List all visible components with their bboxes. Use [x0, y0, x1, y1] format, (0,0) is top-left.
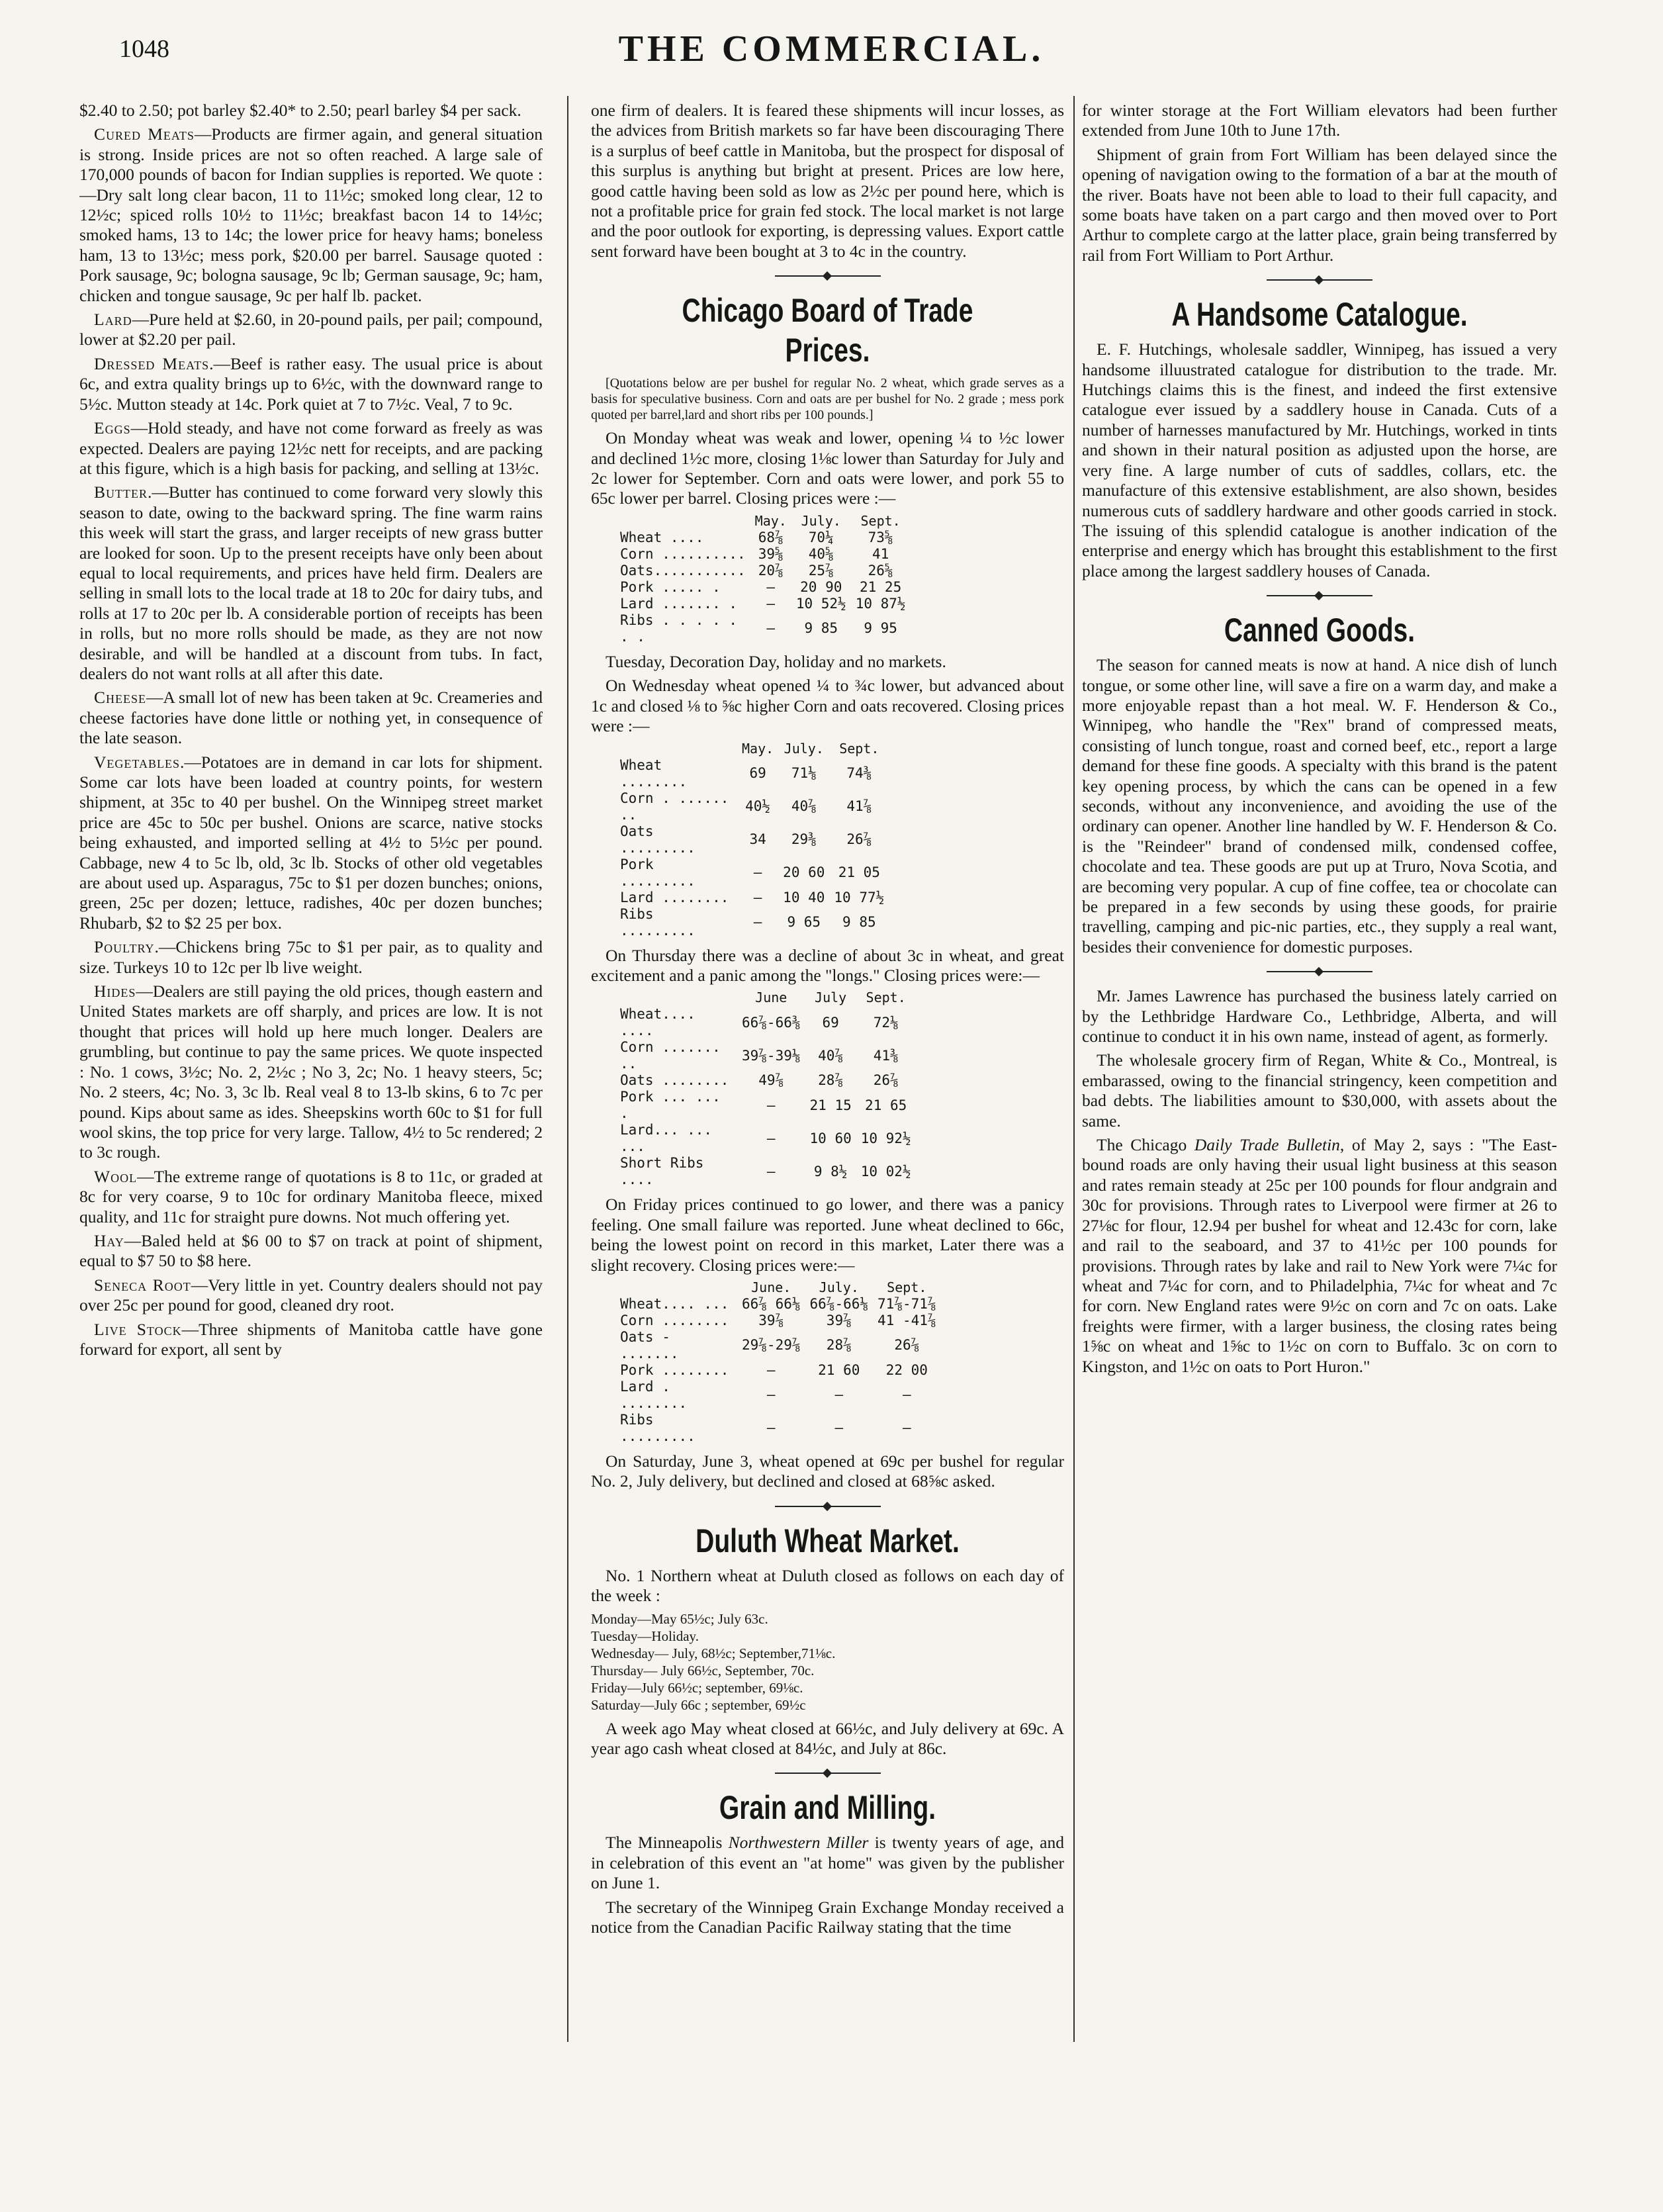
article-paragraph: E. F. Hutchings, wholesale saddler, Winnipeg, has issued a very handsome illuustrated catalogue for distribution to the trade. Mr. Hutchings claims this is the finest, and indeed the first extensive catalogue ever issued by a saddlery house in Canada. Cuts of a number of harnesses manufactured by Mr. Hutchings, worked in tints and shown in their natural position as adjusted upon the horse, are very fine. A large number of cuts of saddles, collars, etc. the manufacture of this extensive establishment, are also shown, besides numerous cuts of saddlery hardware and other goods carried in stock. The issuing of this splendid catalogue is another indication of the enterprise and energy which has brought this establishment to the first place among the largest saddlery houses of Canada.: [1082, 340, 1557, 580]
table-row: Lard ....... . — 10 52½ 10 87½: [620, 595, 906, 612]
market-item: Hay—Baled held at $6 00 to $7 on track at point of shipment, equal to $7 50 to $8 here.: [79, 1230, 543, 1271]
table-row: Ribs ......... — — —: [620, 1411, 911, 1444]
market-item: Lard—Pure held at $2.60, in 20-pound pails, per pail; compound, lower at $2.20 per pail.: [79, 310, 543, 349]
table-row: Corn . ...... .. 40½ 40⅞ 41⅞: [620, 790, 872, 823]
article-paragraph: On Thursday there was a decline of about 3c in wheat, and great excitement and a panic among the "longs." Closing prices were:—: [591, 945, 1064, 985]
price-table: May. July. Sept. Wheat ........ 69 71⅛ 74⅜ Corn . ...... .. 40½ 40⅞ 41⅞ Oats ......... 34 29⅜ 26⅞ Pork ......... — 20 60 21 05 Lard ........ — 10 40 10 77½ Ribs ......... — 9 65 9 85: [620, 741, 893, 939]
table-row: Oats ........ 49⅞ 28⅞ 26⅞: [620, 1072, 899, 1089]
market-item: Live Stock—Three shipments of Manitoba cattle have gone forward for export, all sent by: [79, 1319, 543, 1359]
table-row: Pork ......... — 20 60 21 05: [620, 856, 880, 889]
list-item: Monday—May 65½c; July 63c.: [591, 1610, 768, 1627]
canned-heading: Canned Goods.: [1224, 612, 1416, 649]
column-rule: [1073, 96, 1075, 2042]
grain-heading: Grain and Milling.: [719, 1789, 936, 1827]
article-paragraph: On Friday prices continued to go lower, and there was a panicy feeling. One small failure was reported. June wheat declined to 66c, being the lowest point on record in this market, Later there was a slight recovery. Closing prices were:—: [591, 1195, 1064, 1275]
page-number: 1048: [119, 35, 169, 63]
table-row: Wheat .... 68⅞ 70¼ 73⅝: [620, 529, 893, 545]
market-item: Dressed Meats.—Beef is rather easy. The usual price is about 6c, and extra quality brings up to 6½c, with the downward range to 5½c. Mutton steady at 14c. Pork quiet at 7 to 7½c. Veal, 7 to 9c.: [79, 353, 543, 414]
article-paragraph: The secretary of the Winnipeg Grain Exchange Monday received a notice from the Canadian Pacific Railway stating that the time: [591, 1897, 1064, 1937]
article-paragraph: The Chicago Daily Trade Bulletin, of May 2, says : "The East-bound roads are only having their usual light business at this season and rates remain steady at 25c per 100 pounds for flour andgrain and 30c for provisions. Through rates to Liverpool were firmer at 26 to 27⅛c for flour, 12.94 per bushel for wheat and 12.43c for corn, lake and rail to the seaboard, and 37 to 41½c per 100 pounds for provisions. Through rates by lake and rail to New York were 7¼c for wheat and 7¼c for corn, and to Philadelphia, 7¼c for wheat and 7c for corn. New England rates were 9½c on corn and 7c on oats. Lake freights were firmer, with a larger business, the closing rates being 1⅝c on wheat and 1⅝c to 1½c on corn to Buffalo. 3c on corn to Kingston, and 1½c on oats to Port Huron.": [1082, 1135, 1557, 1376]
table-row: Wheat.... .... 66⅞-66⅜ 69 72⅛: [620, 1006, 899, 1039]
duluth-heading: Duluth Wheat Market.: [696, 1522, 960, 1559]
section-divider: [775, 272, 881, 280]
market-item: Hides—Dealers are still paying the old prices, though eastern and United States markets are off sharply, and prices are low. It is not thought that prices will hold up here much longer. Dealers are grumbling, but continue to pay the same prices. We quote inspected : No. 1 cows, 3½c; No. 2, 2½c ; No 3, 2c; No. 1 heavy steers, 5c; No. 2 steers, 4c; No. 3, 3c lb. Real veal 8 to 13-lb skins, 6 to 7c per pound. Kips about same as ides. Sheepskins worth 60c to $1 for full wool skins, the top price for very large. Tallow, 4½ to 5c rendered; 2 to 3c rough.: [79, 982, 543, 1162]
market-item: Poultry.—Chickens bring 75c to $1 per pair, as to quality and size. Turkeys 10 to 12c per lb live weight.: [79, 937, 543, 977]
table-row: Corn ....... .. 39⅞-39⅛ 40⅞ 41⅜: [620, 1039, 899, 1072]
daily-closing-list: [591, 1610, 1064, 1714]
section-divider: [775, 1502, 881, 1510]
table-row: Lard . ........ — — —: [620, 1378, 911, 1411]
table-row: Corn ........ 39⅞ 39⅞ 41 -41⅞: [620, 1312, 936, 1328]
market-item: Butter.—Butter has continued to come forward very slowly this season to date, owing to the backward spring. The fine warm rains this week will start the grass, and larger receipts of new grass butter are looked for soon. Up to the present receipts have only been about equal to local requirements, and prices have held firm. Dealers are selling in small lots to the local trade at 18 to 20c for dairy tubs, and rolls at 17 to 20c per lb. A considerable portion of receipts has been in rolls, but no more rolls should be made, as they are not now desirable, and will be handled at a discount from tubs. In fact, dealers do not want rolls at all after this date.: [79, 483, 543, 683]
market-item: $2.40 to 2.50; pot barley $2.40* to 2.50; pearl barley $4 per sack.: [79, 101, 521, 120]
market-item: Eggs—Hold steady, and have not come forward as freely as was expected. Dealers are paying 12½c nett for receipts, and are packing at this figure, which is a high basis for packing, and selling at 13½c.: [79, 418, 543, 478]
market-item: Cured Meats—Products are firmer again, and general situation is strong. Inside prices are not so often reached. A large sale of 170,000 pounds of bacon for Indian supplies is reported. We quote :—Dry salt long clear bacon, 11 to 11½c; smoked long clear, 12 to 12½c; spiced rolls 10½ to 11½c; breakfast bacon 14 to 14½c; smoked hams, 13 to 14c; the lower price for heavy hams; boneless ham, 13 to 13½c; mess pork, $20.00 per barrel. Sausage quoted : Pork sausage, 9c; bologna sausage, 9c lb; German sausage, 9c; ham, chicken and tongue sausage, 9c per half lb. packet.: [79, 124, 543, 305]
section-divider: [1267, 592, 1372, 600]
price-table: June July Sept. Wheat.... .... 66⅞-66⅜ 69 72⅛ Corn ....... .. 39⅞-39⅛ 40⅞ 41⅜ Oats ........ 49⅞ 28⅞ 26⅞ Pork ... ... . — 21 15 21 65 Lard... ... ... — 10 60 10 92½ Short Ribs .... — 9 8½ 10 02½: [620, 990, 921, 1188]
table-row: Oats ......... 34 29⅜ 26⅞: [620, 823, 872, 856]
table-row: Ribs ......... — 9 65 9 85: [620, 905, 876, 939]
column-2: [591, 101, 1064, 2179]
list-item: Saturday—July 66c ; september, 69½c: [591, 1696, 806, 1713]
section-divider: [1267, 276, 1372, 284]
list-item: Tuesday—Holiday.: [591, 1628, 699, 1644]
price-table: June. July. Sept. Wheat.... ... 66⅞ 66⅛ 66⅞-66⅛ 71⅞-71⅞ Corn ........ 39⅞ 39⅞ 41 -41⅞ Oats - ....... 29⅞-29⅞ 28⅞ 26⅞ Pork ........ — 21 60 22 00 Lard . ........ — — — Ribs ......... — — —: [620, 1279, 946, 1445]
section-divider: [1267, 968, 1372, 976]
article-paragraph: On Monday wheat was weak and lower, opening ¼ to ½c lower and declined 1½c more, closing 1⅛c lower than Saturday for July and 2c lower for September. Corn and oats were lower, and pork 55 to 65c lower per barrel. Closing prices were :—: [591, 428, 1064, 508]
table-row: Short Ribs .... — 9 8½ 10 02½: [620, 1155, 911, 1188]
market-item: Wool—The extreme range of quotations is 8 to 11c, or graded at 8c for very coarse, 9 to 10c for ordinary Manitoba fleece, mixed quality, and 11c for straight pure downs. Not much offering yet.: [79, 1166, 543, 1226]
article-paragraph: No. 1 Northern wheat at Duluth closed as follows on each day of the week :: [591, 1565, 1064, 1606]
market-item: Cheese—A small lot of new has been taken at 9c. Creameries and cheese factories have done little or nothing yet, in consequence of the late season.: [79, 688, 543, 748]
table-row: Pork ........ — 21 60 22 00: [620, 1361, 928, 1378]
article-paragraph: Tuesday, Decoration Day, holiday and no markets.: [606, 651, 946, 671]
article-paragraph: The Minneapolis Northwestern Miller is twenty years of age, and in celebration of this event an "at home" was given by the publisher on June 1.: [591, 1833, 1064, 1893]
table-row: Ribs . . . . . . . — 9 85 9 95: [620, 612, 897, 645]
article-paragraph: one firm of dealers. It is feared these shipments will incur losses, as the advices from British markets so far have been discouraging There is a surplus of beef cattle in Manitoba, but the prospect for disposal of this surplus is anything but bright at present. Prices are low here, good cattle having been sold as low as 2½c per pound here, which is not a profitable price for grain fed stock. The local market is not large and the poor outlook for exporting, is depressing values. Export cattle sent forward have been bought at 3 to 4c in the country.: [591, 101, 1064, 261]
table-row: Oats........... 20⅞ 25⅞ 26⅝: [620, 562, 893, 578]
table-row: Lard ........ — 10 40 10 77½: [620, 889, 885, 905]
table-row: Lard... ... ... — 10 60 10 92½: [620, 1122, 911, 1155]
table-row: Wheat ........ 69 71⅛ 74⅜: [620, 757, 872, 790]
article-paragraph: Shipment of grain from Fort William has been delayed since the opening of navigation owing to the formation of a bar at the mouth of the river. Boats have not been able to load to their full capacity, and some boats have taken on a part cargo and then moved over to Port Arthur to complete cargo at the latter place, grain being transferred by rail from Fort William to Port Arthur.: [1082, 144, 1557, 265]
article-paragraph: On Saturday, June 3, wheat opened at 69c per bushel for regular No. 2, July delivery, but declined and closed at 68⅝c asked.: [591, 1451, 1064, 1491]
column-3: [1082, 101, 1557, 2179]
table-row: Pork ..... . — 20 90 21 25: [620, 578, 902, 595]
price-table: May. July. Sept. Wheat .... 68⅞ 70¼ 73⅝ Corn .......... 39⅝ 40⅝ 41 Oats........... 20⅞ 25⅞ 26⅝ Pork ..... . — 20 90 21 25 Lard ....... . — 10 52½ 10 87½ Ribs . . . . . . . — 9 85 9 95: [620, 513, 915, 645]
chicago-heading: Chicago Board of Trade Prices.: [682, 292, 973, 369]
table-row: Pork ... ... . — 21 15 21 65: [620, 1089, 907, 1122]
table-row: Corn .......... 39⅝ 40⅝ 41: [620, 545, 889, 562]
article-paragraph: A week ago May wheat closed at 66½c, and July delivery at 69c. A year ago cash wheat closed at 84½c, and July at 86c.: [591, 1718, 1064, 1758]
article-paragraph: for winter storage at the Fort William elevators had been further extended from June 10th to June 17th.: [1082, 101, 1557, 140]
article-paragraph: The wholesale grocery firm of Regan, White & Co., Montreal, is embarassed, owing to the financial stringency, keen competition and bad debts. The liabilities amount to $30,000, with assets about the same.: [1082, 1050, 1557, 1130]
list-item: Thursday— July 66½c, September, 70c.: [591, 1662, 815, 1679]
column-rule: [567, 96, 568, 2042]
list-item: Wednesday— July, 68½c; September,71⅛c.: [591, 1645, 836, 1661]
table-row: Wheat.... ... 66⅞ 66⅛ 66⅞-66⅛ 71⅞-71⅞: [620, 1295, 936, 1312]
article-paragraph: The season for canned meats is now at hand. A nice dish of lunch tongue, or some other line, will save a fire on a warm day, and make a more enjoyable repast than a hot meal. W. F. Henderson & Co., Winnipeg, who handle the "Rex" brand of compressed meats, consisting of lunch tongue, roast and corned beef, etc., report a large demand for these fine goods. A specialty with this brand is the patent key opening process, by which the cans can be opened in a few seconds, without any inconvenience, and avoiding the use of the ordinary can opener. Another line handled by W. F. Henderson & Co. is the "Reindeer" brand of condensed milk, condensed coffee, chocolate and tea. These goods are put up at Truro, Nova Scotia, and are becoming very popular. A cup of fine coffee, tea or chocolate can be prepared in a few seconds by using these goods, for prairie travelling, camping and pic-nic parties, etc., they supply a real want, besides their convenience for domestic purposes.: [1082, 655, 1557, 956]
market-item: Seneca Root—Very little in yet. Country dealers should not pay over 25c per pound for good, cleaned dry root.: [79, 1275, 543, 1315]
market-item: Vegetables.—Potatoes are in demand in car lots for shipment. Some car lots have been loaded at country points, for western shipment, at 35c to 40 per bushel. On the Winnipeg street market price are 45c to 50c per bushel. Onions are scarce, native stocks being exhausted, and imported selling at 4½ to 5½c per pound. Cabbage, new 4 to 5c lb, old, 3c lb. Stocks of other old vegetables are about used up. Asparagus, 75c to $1 per dozen bunches; onions, green, 25c per dozen; lettuce, radishes, 40c per dozen bunches; Rhubarb, $2 to $2 25 per box.: [79, 752, 543, 933]
table-row: Oats - ....... 29⅞-29⅞ 28⅞ 26⅞: [620, 1328, 920, 1361]
section-divider: [775, 1769, 881, 1777]
article-paragraph: On Wednesday wheat opened ¼ to ¾c lower, but advanced about 1c and closed ⅛ to ⅝c higher Corn and oats recovered. Closing prices were :—: [591, 676, 1064, 736]
column-1: [79, 101, 543, 2179]
catalogue-heading: A Handsome Catalogue.: [1171, 296, 1468, 334]
quotation-note: [Quotations below are per bushel for regular No. 2 wheat, which grade serves as a basis for speculative business. Corn and oats are per bushel for No. 2 grade ; mess pork quoted per barrel,lard and short ribs per 100 pounds.]: [591, 376, 1064, 423]
masthead: THE COMMERCIAL.: [618, 28, 1045, 69]
article-paragraph: Mr. James Lawrence has purchased the business lately carried on by the Lethbridge Hardware Co., Lethbridge, Alberta, and will continue to conduct it in his own name, instead of agent, as formerly.: [1082, 986, 1557, 1046]
list-item: Friday—July 66½c; september, 69⅛c.: [591, 1679, 803, 1696]
